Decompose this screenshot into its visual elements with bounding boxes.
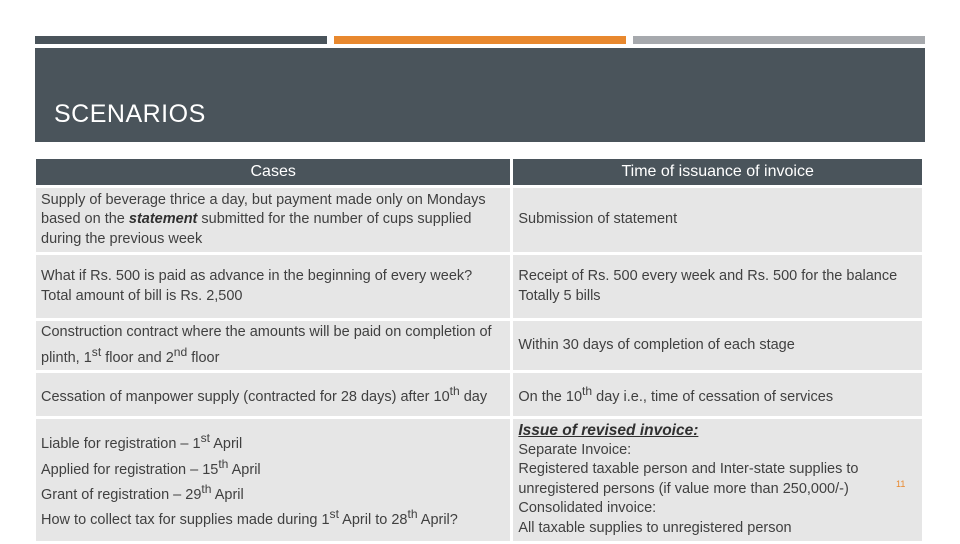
time-cell: Issue of revised invoice: Separate Invoice: Registered taxable person and Inter-state supplies to unregistered persons (if value more than 250,000/-) Consolidated invoice: All taxable supplies to unregistered person [513,419,922,541]
header-time-of-issuance: Time of issuance of invoice [513,159,922,185]
time-cell: Submission of statement [513,188,922,252]
slide-number: 11 [896,479,906,489]
table-row [36,419,922,541]
time-cell: Receipt of Rs. 500 every week and Rs. 500 for the balance Totally 5 bills [513,255,922,318]
table-header-row [36,159,922,185]
case-cell: Supply of beverage thrice a day, but payment made only on Mondays based on the statement submitted for the number of cups supplied during the previous week [36,188,510,252]
time-cell: Within 30 days of completion of each stage [513,321,922,370]
table-row [36,255,922,318]
table-row [36,373,922,416]
case-cell: What if Rs. 500 is paid as advance in the beginning of every week? Total amount of bill is Rs. 2,500 [36,255,510,318]
accent-bar-orange [334,36,626,44]
case-cell: Cessation of manpower supply (contracted for 28 days) after 10th day [36,373,510,416]
slide-title: SCENARIOS [54,100,206,128]
title-banner [35,48,925,142]
accent-bar-gray [633,36,925,44]
scenarios-table [33,156,925,544]
emphasis-text: statement [128,211,198,228]
table-row [36,188,922,252]
case-cell: Construction contract where the amounts will be paid on completion of plinth, 1st floor and 2nd floor [36,321,510,370]
accent-bar-dark [35,36,327,44]
time-cell: On the 10th day i.e., time of cessation of services [513,373,922,416]
case-cell: Liable for registration – 1st April Applied for registration – 15th April Grant of registration – 29th April How to collect tax for supplies made during 1st April to 28th April? [36,419,510,541]
revised-invoice-heading: Issue of revised invoice: [518,422,699,440]
table-row [36,321,922,370]
header-cases: Cases [36,159,510,185]
